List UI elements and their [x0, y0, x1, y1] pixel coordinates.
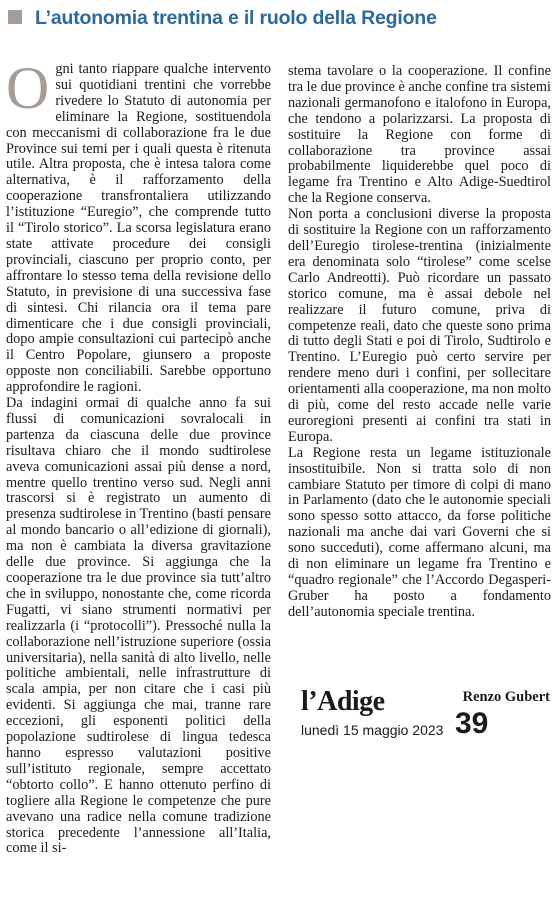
page-number: 39 — [455, 707, 489, 740]
article-headline: L’autonomia trentina e il ruolo della Regione — [35, 7, 437, 29]
right-column — [288, 64, 551, 621]
paragraph-1-text: gni tanto riappare qualche intervento sui quotidiani trentini che vorrebbe rivedere lo Statuto di autonomia per eliminare la Regione, sostituendola con meccanismi di collaborazione fra le due Province sui temi per i quali questa è ritenuta utile. Altra proposta, che è intesa talora come alternativa, è il rafforzamento della cooperazione transfrontaliera utilizzando l’istituzione “Euregio”, che comprende tutto il “Tirolo storico”. La scorsa legislatura erano state attivate procedure dei consigli provinciali, ciascuno per proprio conto, per affrontare lo stesso tema della revisione dello Statuto, in previsione di una successiva fase di sintesi. Chi rilancia ora il tema pare dimenticare che i due consigli provinciali, dopo ampie consultazioni cui partecipò anche il Centro Popolare, giunsero a proposte opposte non conciliabili. Sarebbe opportuno approfondire le ragioni. — [6, 61, 271, 396]
paragraph-3: stema tavolare o la cooperazione. Il confine tra le due province è anche confine tra sistemi nazionali germanofono e italofono in Europa, che tendono a polarizzarsi. La proposta di sostituire la Regione con forme di collaborazione tra province assai probabilmente liquiderebbe quel poco di legame fra Trentino e Alto Adige-Suedtirol che la Regione conserva. — [288, 63, 551, 207]
left-column — [6, 55, 271, 857]
newspaper-name: l’Adige — [301, 686, 385, 717]
author-name: Renzo Gubert — [462, 689, 550, 705]
publication-date: lunedì 15 maggio 2023 — [301, 722, 444, 738]
paragraph-1 — [6, 55, 271, 396]
paragraph-4: Non porta a conclusioni diverse la proposta di sostituire la Regione con un rafforzamento dell’Euregio tirolese-trentina (inizialmente era denominata solo “tirolese” come scelse Carlo Andreotti). Può ricordare un passato storico comune, ma è assai debole nel realizzare il futuro comune, priva di competenze reali, dato che queste sono prima di tutto degli Stati e poi di Tirolo, Sudtirolo e Trentino. L’Euregio può certo servire per rendere meno duri i confini, per sollecitare orientamenti alla cooperazione, ma non molto di più, come del resto accade nelle varie euroregioni presenti ai confini tra stati in Europa. — [288, 206, 551, 445]
headline-square-icon — [8, 10, 22, 24]
paragraph-5: La Regione resta un legame istituzionale insostituibile. Non si tratta solo di non cambiare Statuto per timore di colpi di mano in Parlamento (dato che le autonomie speciali sono spesso sotto attacco, da forse politiche nazionali ma anche dai vari Governi che si sono succeduti), come affermano alcuni, ma di non eliminare un legame fra Trentino e “quadro regionale” che l’Accordo Degasperi-Gruber ha posto a fondamento dell’autonomia speciale trentina. — [288, 444, 551, 620]
drop-cap: O — [6, 55, 50, 121]
headline-block — [8, 6, 548, 30]
paragraph-2: Da indagini ormai di qualche anno fa sui flussi di comunicazioni sovralocali in partenza da ciascuna delle due province risultava chiaro che il mondo sudtirolese aveva comunicazioni assai più dense a nord, mentre quello trentino verso sud. Negli anni trascorsi si è registrato un aumento di presenza sudtirolese in Trentino (basti pensare al mondo bancario o all’edizione di giornali), ma non è cambiata la diversa gravitazione delle due province. Si aggiunga che la cooperazione tra le due province sia tutt’altro che in sviluppo, nonostante che, come ricorda Fugatti, vi siano strumenti normativi per realizzarla (i “protocolli”). Pressoché nulla la collaborazione nell’istruzione superiore (ossia universitaria), nella sanità di alto livello, nelle politiche ambientali, nelle infrastrutture di scala ampia, per non citare che i casi più evidenti. Si aggiunga che mai, tranne rare eccezioni, gli esponenti politici della popolazione sudtirolese di lingua tedesca hanno espresso valutazioni positive sull’istituto regionale, sempre accettato “obtorto collo”. E hanno ottenuto perfino di togliere alla Regione le competenze che pure avevano una radice nella comune tradizione storica precedente l’annessione all’Italia, come il si- — [6, 395, 271, 857]
